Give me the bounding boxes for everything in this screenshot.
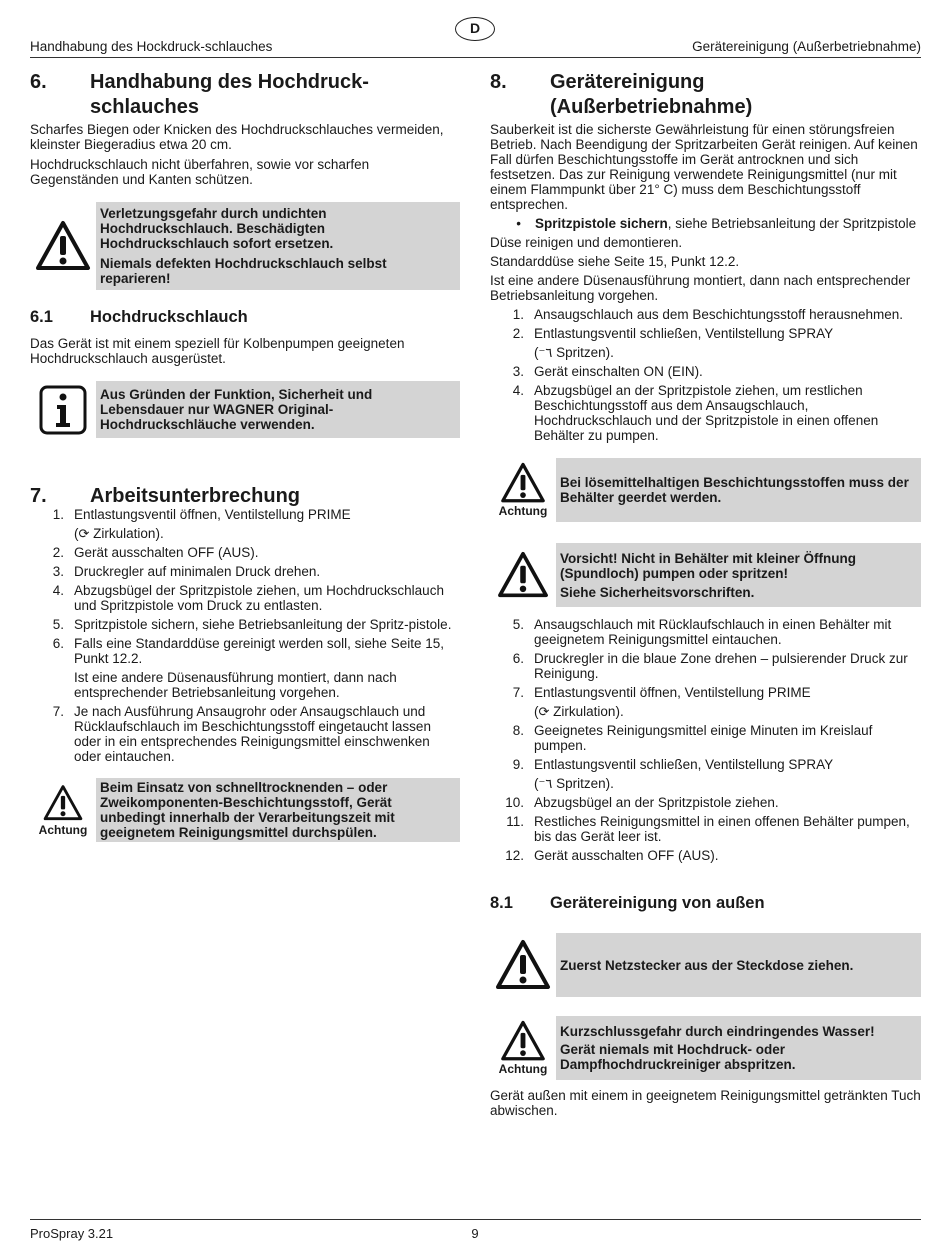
list-item: 9. Entlastungsventil schließen, Ventilstellung SPRAY (⁻٦ Spritzen).	[512, 757, 834, 791]
list-item: 5. Spritzpistole sichern, siehe Betriebsanleitung der Spritz-pistole.	[52, 617, 452, 632]
section-7-heading	[30, 484, 460, 509]
caution-caption: Achtung	[38, 823, 88, 837]
caution-text: Bei lösemittelhaltigen Beschichtungsstoffen muss der Behälter geerdet werden.	[556, 458, 921, 522]
list-item: 11. Restliches Reinigungsmittel in einen offenen Behälter pumpen, bis das Gerät leer ist.	[506, 814, 910, 844]
section-title-cont: (Außerbetriebnahme)	[550, 96, 753, 118]
circulation-arrows-icon: ⟳	[538, 704, 550, 719]
list-item: 10. Abzugsbügel an der Spritzpistole ziehen.	[505, 795, 779, 810]
caution-text: Gerät niemals mit Hochdruck- oder Dampfhochdruckreiniger abspritzen.	[560, 1042, 796, 1072]
info-icon	[30, 381, 96, 438]
bullet-item: • Spritzpistole sichern, siehe Betriebsanleitung der Spritzpistole	[516, 216, 917, 231]
section-number: 7.	[30, 485, 47, 507]
list-item: 1. Entlastungsventil öffnen, Ventilstellung PRIME (⟳ Zirkulation).	[52, 507, 351, 541]
list-item: 2. Gerät ausschalten OFF (AUS).	[52, 545, 259, 560]
left-column	[30, 70, 460, 842]
warning-notice	[490, 543, 921, 607]
list-item: 1. Ansaugschlauch aus dem Beschichtungsstoff herausnehmen.	[512, 307, 903, 322]
section-title: Handhabung des Hochdruck-	[90, 71, 369, 93]
warning-notice	[490, 933, 921, 997]
circulation-arrows-icon: ⟳	[78, 526, 90, 541]
running-header-right: Gerätereinigung (Außerbetriebnahme)	[692, 39, 921, 54]
warning-triangle-icon	[490, 933, 556, 997]
warning-text: Vorsicht! Nicht in Behälter mit kleiner Öffnung (Spundloch) pumpen oder spritzen!	[560, 550, 857, 581]
section-8-1-heading	[490, 893, 921, 913]
list-item: 6. Druckregler in die blaue Zone drehen – pulsierender Druck zur Reinigung.	[512, 651, 908, 681]
warning-triangle-icon	[490, 1016, 556, 1080]
caution-notice	[490, 1016, 921, 1080]
section-title: Hochdruckschlauch	[90, 308, 248, 326]
section-6-heading	[30, 70, 460, 120]
paragraph: Das Gerät ist mit einem speziell für Kolbenpumpen geeigneten Hochdruckschlauch ausgerüstet.	[30, 336, 405, 366]
list-item: 8. Geeignetes Reinigungsmittel einige Minuten im Kreislauf pumpen.	[512, 723, 873, 753]
section-title: Gerätereinigung	[550, 71, 705, 93]
list-item: 6. Falls eine Standarddüse gereinigt werden soll, siehe Seite 15, Punkt 12.2.	[52, 636, 444, 666]
running-header-left: Handhabung des Hockdruck-schlauches	[30, 39, 273, 54]
section-number: 6.	[30, 71, 47, 93]
section-title: Gerätereinigung von außen	[550, 894, 765, 912]
paragraph: Gerät außen mit einem in geeignetem Reinigungsmittel getränkten Tuch abwischen.	[490, 1088, 921, 1118]
warning-triangle-icon	[490, 458, 556, 522]
warning-text: Zuerst Netzstecker aus der Steckdose ziehen.	[556, 933, 921, 997]
warning-triangle-icon	[30, 202, 96, 290]
section-title-cont: schlauches	[90, 96, 199, 118]
list-item: 7. Je nach Ausführung Ansaugrohr oder Ansaugschlauch und Rücklaufschlauch im Beschichtungsstoff eingetaucht lassen oder in ein entsprechendes Reinigungsmittel einschwenken oder eintauchen.	[52, 704, 431, 764]
warning-text: Niemals defekten Hochdruckschlauch selbst reparieren!	[100, 256, 387, 286]
info-notice	[30, 381, 460, 438]
list-item: 2. Entlastungsventil schließen, Ventilstellung SPRAY (⁻٦ Spritzen).	[512, 326, 834, 360]
caution-text: Kurzschlussgefahr durch eindringendes Wasser!	[560, 1024, 875, 1039]
paragraph: Scharfes Biegen oder Knicken des Hochdruckschlauches vermeiden, kleinster Biegeradius etwa 20 cm.	[30, 122, 444, 152]
info-text: Aus Gründen der Funktion, Sicherheit und Lebensdauer nur WAGNER Original-Hochdruckschläuche verwenden.	[96, 381, 460, 438]
list-item: 5. Ansaugschlauch mit Rücklaufschlauch in einen Behälter mit geeignetem Reinigungsmittel eintauchen.	[512, 617, 892, 647]
caution-notice	[490, 458, 921, 522]
list-item: 4. Abzugsbügel der Spritzpistole ziehen, um Hochdruckschlauch und Spritzpistole vom Druck zu entlasten.	[52, 583, 444, 613]
numbered-list	[490, 307, 921, 443]
paragraph: Ist eine andere Düsenausführung montiert, dann nach entsprechender Betriebsanleitung vorgehen.	[490, 273, 911, 303]
footer-rule	[30, 1219, 921, 1220]
header-rule	[30, 57, 921, 58]
page-number: 9	[471, 1226, 479, 1241]
spray-gun-icon: ⁻٦	[538, 345, 553, 360]
spray-gun-icon: ⁻٦	[538, 776, 553, 791]
list-item: 7. Entlastungsventil öffnen, Ventilstellung PRIME (⟳ Zirkulation).	[512, 685, 811, 719]
section-6-1-heading	[30, 307, 460, 327]
list-item: 3. Druckregler auf minimalen Druck drehen.	[52, 564, 321, 579]
warning-text: Verletzungsgefahr durch undichten Hochdruckschlauch. Beschädigten Hochdruckschlauch sofort ersetzen.	[100, 206, 334, 251]
list-item: 3. Gerät einschalten ON (EIN).	[512, 364, 703, 379]
footer-model: ProSpray 3.21	[30, 1226, 114, 1241]
paragraph: Sauberkeit ist die sicherste Gewährleistung für einen störungsfreien Betrieb. Nach Beendigung der Spritzarbeiten Gerät reinigen. Auf keinen Fall dürfen Beschichtungsstoffe im Gerät antrocknen und sich festsetzen. Das zur Reinigung verwendete Reinigungsmittel (nur mit einem Flammpunkt über 21° C) muss dem Beschichtungsstoff entsprechen.	[490, 122, 918, 212]
section-title: Arbeitsunterbrechung	[90, 485, 301, 507]
list-item: 12. Gerät ausschalten OFF (AUS).	[505, 848, 719, 863]
right-column	[490, 70, 921, 1118]
section-number: 6.1	[30, 308, 53, 326]
list-item: 4. Abzugsbügel an der Spritzpistole ziehen, um restlichen Beschichtungsstoff aus dem Ansaugschlauch, Hochdruckschlauch und der Spritzpistole in einen offenen Behälter zu pumpen.	[512, 383, 879, 443]
caution-notice	[30, 778, 460, 842]
language-badge: D	[455, 17, 495, 41]
section-8-heading	[490, 70, 921, 120]
paragraph: Düse reinigen und demontieren.	[490, 235, 683, 250]
caution-caption: Achtung	[498, 504, 548, 518]
section-number: 8.	[490, 71, 507, 93]
paragraph: Standarddüse siehe Seite 15, Punkt 12.2.	[490, 254, 740, 269]
numbered-list	[490, 617, 921, 863]
section-number: 8.1	[490, 894, 513, 912]
paragraph: Hochdruckschlauch nicht überfahren, sowie vor scharfen Gegenständen und Kanten schützen.	[30, 157, 370, 187]
warning-notice	[30, 202, 460, 290]
numbered-list	[30, 507, 460, 764]
caution-caption: Achtung	[498, 1062, 548, 1076]
warning-triangle-icon	[30, 778, 96, 842]
warning-triangle-icon	[490, 543, 556, 607]
warning-text: Siehe Sicherheitsvorschriften.	[560, 584, 755, 600]
caution-text: Beim Einsatz von schnelltrocknenden – oder Zweikomponenten-Beschichtungsstoff, Gerät unbedingt innerhalb der Verarbeitungszeit mit geeignetem Reinigungsmittel durchspülen.	[96, 778, 460, 842]
list-item-continuation: Ist eine andere Düsenausführung montiert, dann nach entsprechender Betriebsanleitung vorgehen.	[74, 670, 397, 700]
